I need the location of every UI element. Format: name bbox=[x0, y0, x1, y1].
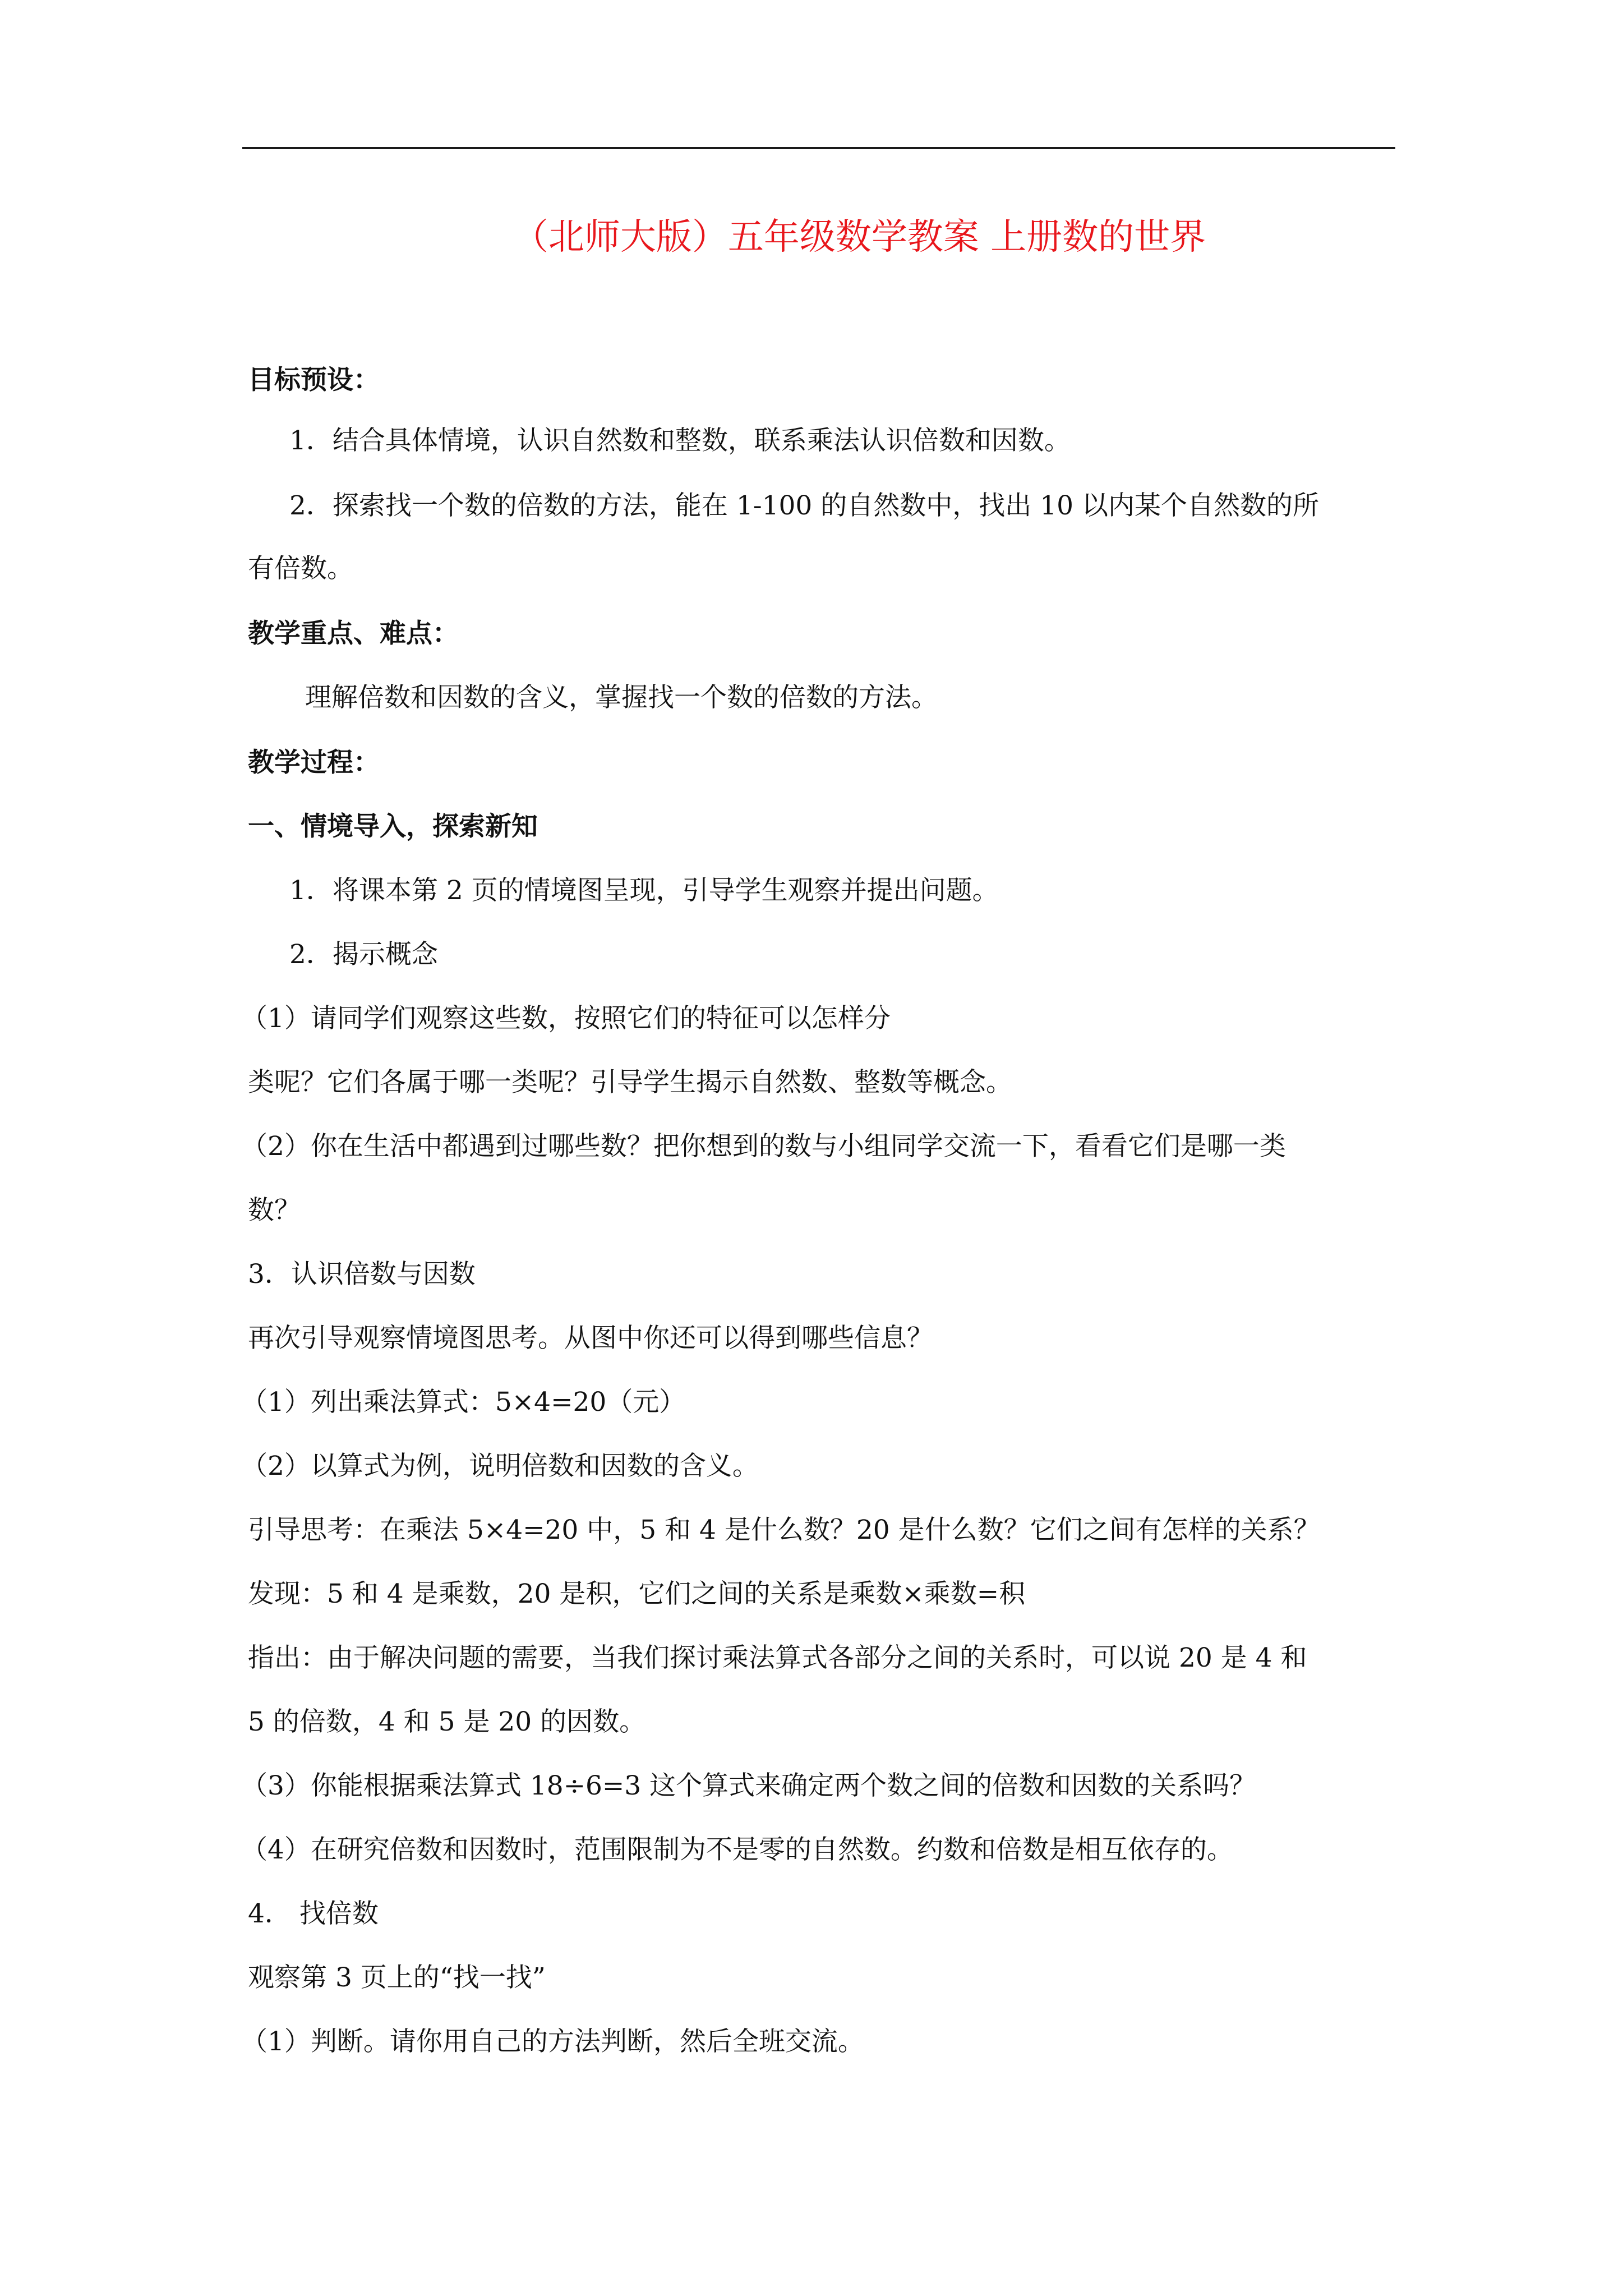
objective-item-1: 1．结合具体情境，认识自然数和整数，联系乘法认识倍数和因数。 bbox=[289, 425, 1071, 456]
paragraph-line: 再次引导观察情境图思考。从图中你还可以得到哪些信息？ bbox=[248, 1323, 933, 1354]
paragraph-line: （1）请同学们观察这些数，按照它们的特征可以怎样分 bbox=[241, 1003, 891, 1034]
section-heading-key-points: 教学重点、难点： bbox=[248, 618, 459, 649]
paragraph-line: （4）在研究倍数和因数时，范围限制为不是零的自然数。约数和倍数是相互依存的。 bbox=[241, 1834, 1233, 1865]
step-item: 3．认识倍数与因数 bbox=[248, 1259, 476, 1290]
subsection-heading-1: 一、情境导入，探索新知 bbox=[248, 811, 538, 842]
section-heading-objectives: 目标预设： bbox=[248, 365, 380, 395]
paragraph-line: （1）判断。请你用自己的方法判断，然后全班交流。 bbox=[241, 2026, 864, 2057]
paragraph-line: 发现：5 和 4 是乘数，20 是积，它们之间的关系是乘数×乘数=积 bbox=[248, 1579, 1026, 1609]
step-item: 4． 找倍数 bbox=[248, 1898, 379, 1929]
paragraph-line: 5 的倍数，4 和 5 是 20 的因数。 bbox=[248, 1706, 646, 1737]
step-item: 1．将课本第 2 页的情境图呈现，引导学生观察并提出问题。 bbox=[289, 875, 999, 906]
objective-item-2: 2．探索找一个数的倍数的方法，能在 1-100 的自然数中，找出 10 以内某个自然数的所 bbox=[289, 490, 1319, 521]
paragraph-line: 类呢？它们各属于哪一类呢？引导学生揭示自然数、整数等概念。 bbox=[248, 1067, 1012, 1098]
key-points-text: 理解倍数和因数的含义，掌握找一个数的倍数的方法。 bbox=[305, 682, 938, 713]
paragraph-line: 引导思考：在乘法 5×4=20 中，5 和 4 是什么数？20 是什么数？它们之间有怎样的关系？ bbox=[248, 1515, 1320, 1545]
paragraph-line: 观察第 3 页上的“找一找” bbox=[248, 1962, 546, 1993]
document-title: （北师大版）五年级数学教案 上册数的世界 bbox=[512, 217, 1206, 258]
paragraph-line: （2）以算式为例，说明倍数和因数的含义。 bbox=[241, 1451, 759, 1481]
paragraph-line: 指出：由于解决问题的需要，当我们探讨乘法算式各部分之间的关系时，可以说 20 是 4 和 bbox=[248, 1642, 1307, 1673]
step-item: 2．揭示概念 bbox=[289, 939, 438, 970]
objective-item-2-continued: 有倍数。 bbox=[248, 553, 353, 584]
paragraph-line: （2）你在生活中都遇到过哪些数？把你想到的数与小组同学交流一下，看看它们是哪一类 bbox=[241, 1131, 1286, 1162]
paragraph-line: （3）你能根据乘法算式 18÷6=3 这个算式来确定两个数之间的倍数和因数的关系吗？ bbox=[241, 1770, 1256, 1801]
section-heading-process: 教学过程： bbox=[248, 747, 380, 778]
header-rule bbox=[242, 147, 1395, 149]
paragraph-line: （1）列出乘法算式：5×4=20（元） bbox=[241, 1387, 686, 1418]
paragraph-line: 数？ bbox=[248, 1195, 301, 1226]
